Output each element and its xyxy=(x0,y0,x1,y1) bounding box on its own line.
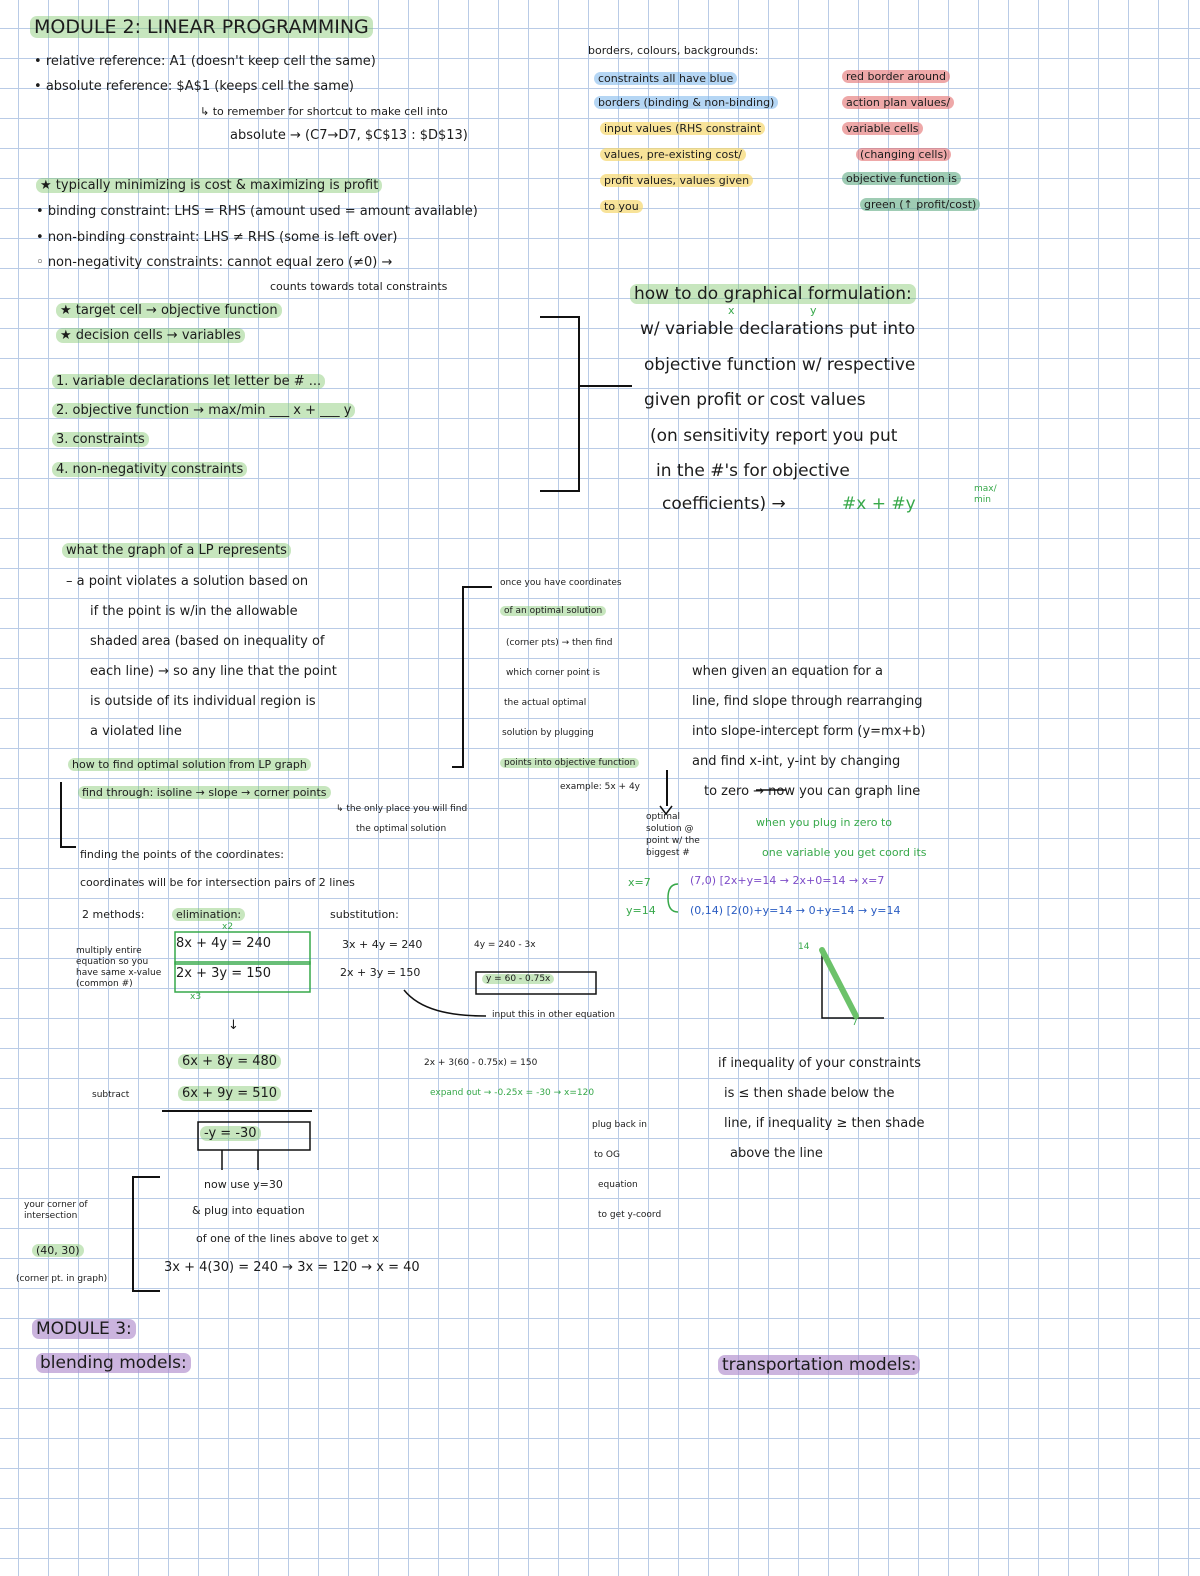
mini-graph-line xyxy=(822,950,856,1016)
optimal-solution-heading: how to find optimal solution from LP graph xyxy=(68,758,311,772)
step-4: 4. non-negativity constraints xyxy=(52,462,247,478)
corner-pt-note: (corner pt. in graph) xyxy=(16,1274,108,1284)
mini-graph-y-label: 14 xyxy=(798,942,810,952)
of-one-of: of one of the lines above to get x xyxy=(196,1232,379,1245)
optimal-note-5: the actual optimal xyxy=(504,698,587,708)
elim-result: -y = -30 xyxy=(200,1126,261,1142)
optimal-note-6: solution by plugging xyxy=(502,728,594,738)
red-line-2: action plan values/ xyxy=(842,96,954,110)
down-arrow: ↓ xyxy=(228,1018,239,1033)
subst-eq-4: y = 60 - 0.75x xyxy=(482,974,554,985)
module2-title: MODULE 2: LINEAR PROGRAMMING xyxy=(30,14,373,40)
step-2: 2. objective function → max/min ___ x + ___ y xyxy=(52,403,355,419)
max-min-note: max/ min xyxy=(974,484,997,505)
shading-line-1: if inequality of your constraints xyxy=(718,1056,922,1071)
yellow-line-3: profit values, values given xyxy=(600,174,753,188)
objective-formula: #x + #y xyxy=(842,494,916,514)
red-line-1: red border around xyxy=(842,70,950,84)
graphical-line-4: (on sensitivity report you put xyxy=(650,426,898,446)
remember-note: ↳ to remember for shortcut to make cell into xyxy=(200,105,448,118)
x-intercept-work: (7,0) [2x+y=14 → 2x+0=14 → x=7 xyxy=(690,874,885,887)
optimal-box-2: solution @ xyxy=(646,824,694,834)
subst-arrow xyxy=(404,990,486,1016)
graphical-title: how to do graphical formulation: xyxy=(630,283,916,305)
red-line-3: variable cells xyxy=(842,122,923,136)
graph-section-title: what the graph of a LP represents xyxy=(62,543,291,559)
y-eq: y=14 xyxy=(626,904,656,917)
elim-box-1 xyxy=(175,932,310,964)
optimal-box-4: biggest # xyxy=(646,848,690,858)
binding-constraint: • binding constraint: LHS = RHS (amount used = amount available) xyxy=(36,204,478,219)
slope-line-3: into slope-intercept form (y=mx+b) xyxy=(692,724,926,739)
graphical-line-6: coefficients) → xyxy=(662,494,786,514)
arrow-head xyxy=(660,806,672,814)
elim-eq-3: 6x + 8y = 480 xyxy=(178,1054,281,1070)
typically-note: ★ typically minimizing is cost & maximizing is profit xyxy=(36,178,382,194)
x-annotation: x xyxy=(728,304,735,317)
final-solve: 3x + 4(30) = 240 → 3x = 120 → x = 40 xyxy=(164,1260,420,1275)
y-intercept-work: (0,14) [2(0)+y=14 → 0+y=14 → y=14 xyxy=(690,904,901,917)
decision-cells-note: ★ decision cells → variables xyxy=(56,328,245,344)
finding-sub: coordinates will be for intersection pairs of 2 lines xyxy=(80,876,355,889)
graphical-line-5: in the #'s for objective xyxy=(656,461,850,481)
blue-line-1: constraints all have blue xyxy=(594,72,737,86)
optimal-note-2: of an optimal solution xyxy=(500,606,606,617)
shading-line-3: line, if inequality ≥ then shade xyxy=(724,1116,925,1131)
optimal-note-4: which corner point is xyxy=(506,668,600,678)
step-3: 3. constraints xyxy=(52,432,149,448)
subst-eq-5: 2x + 3(60 - 0.75x) = 150 xyxy=(424,1058,538,1068)
yellow-line-2: values, pre-existing cost/ xyxy=(600,148,746,162)
nonnegativity-constraint: ◦ non-negativity constraints: cannot equal zero (≠0) → xyxy=(36,255,393,270)
y-annotation: y xyxy=(810,304,817,317)
subst-note: input this in other equation xyxy=(492,1010,615,1020)
blue-line-2: borders (binding & non-binding) xyxy=(594,96,778,110)
yellow-line-4: to you xyxy=(600,200,643,214)
x-eq: x=7 xyxy=(628,876,651,889)
multiplier-1: x2 xyxy=(222,922,234,932)
graphical-line-3: given profit or cost values xyxy=(644,390,866,410)
graph-line-4: each line) → so any line that the point xyxy=(90,664,337,679)
subst-plug-2: to OG xyxy=(594,1150,620,1160)
teal-line-1: objective function is xyxy=(842,172,961,186)
shading-line-4: above the line xyxy=(730,1146,823,1161)
optimal-note-3: (corner pts) → then find xyxy=(506,638,613,648)
shading-line-2: is ≤ then shade below the xyxy=(724,1086,895,1101)
graph-line-5: is outside of its individual region is xyxy=(90,694,316,709)
only-place-note-2: the optimal solution xyxy=(356,824,447,834)
optimal-box-1: optimal xyxy=(646,812,681,822)
red-line-4: (changing cells) xyxy=(856,148,951,162)
elim-eq-4: 6x + 9y = 510 xyxy=(178,1086,281,1102)
formatting-header: borders, colours, backgrounds: xyxy=(588,44,759,57)
find-through-note: find through: isoline → slope → corner points xyxy=(78,786,331,800)
slope-line-4: and find x-int, y-int by changing xyxy=(692,754,901,769)
finding-title: finding the points of the coordinates: xyxy=(80,848,284,861)
blending-models: blending models: xyxy=(36,1352,191,1374)
module3-title: MODULE 3: xyxy=(32,1318,136,1340)
subst-eq-2: 2x + 3y = 150 xyxy=(340,966,421,979)
result-ticks xyxy=(222,1150,258,1170)
multiply-note: multiply entire equation so you have same x-value (common #) xyxy=(76,946,162,989)
optimal-note-1: once you have coordinates xyxy=(500,578,622,588)
mini-graph-x-label: 7 xyxy=(852,1018,858,1028)
subst-plug-4: to get y-coord xyxy=(598,1210,662,1220)
subst-eq-3: 4y = 240 - 3x xyxy=(474,940,536,950)
brace-green xyxy=(668,884,678,912)
bullet-absolute: • absolute reference: $A$1 (keeps cell the same) xyxy=(34,79,354,94)
elim-eq-2: 2x + 3y = 150 xyxy=(176,966,272,981)
graph-line-6: a violated line xyxy=(90,724,182,739)
graph-line-1: – a point violates a solution based on xyxy=(66,574,309,589)
counts-note: counts towards total constraints xyxy=(270,280,448,293)
graphical-line-2: objective function w/ respective xyxy=(644,355,916,375)
multiplier-2: x3 xyxy=(190,992,202,1002)
slope-line-5: to zero → now you can graph line xyxy=(704,784,921,799)
methods-label: 2 methods: xyxy=(82,908,145,921)
yellow-line-1: input values (RHS constraint xyxy=(600,122,765,136)
bullet-relative: • relative reference: A1 (doesn't keep cell the same) xyxy=(34,54,376,69)
elim-eq-1: 8x + 4y = 240 xyxy=(176,936,272,951)
graphical-line-1: w/ variable declarations put into xyxy=(640,319,916,339)
optimal-box-3: point w/ the xyxy=(646,836,700,846)
slope-line-2: line, find slope through rearranging xyxy=(692,694,923,709)
now-use-y: now use y=30 xyxy=(204,1178,283,1191)
corner-label: your corner of intersection xyxy=(24,1200,88,1221)
optimal-note-8: example: 5x + 4y xyxy=(560,782,640,792)
optimal-note-7: points into objective function xyxy=(500,758,639,769)
transportation-models: transportation models: xyxy=(718,1354,920,1376)
slope-green-1: when you plug in zero to xyxy=(756,816,893,829)
slope-green-2: one variable you get coord its xyxy=(762,846,927,859)
graph-line-2: if the point is w/in the allowable xyxy=(90,604,298,619)
nonbinding-constraint: • non-binding constraint: LHS ≠ RHS (some is left over) xyxy=(36,230,398,245)
subst-box xyxy=(476,972,596,994)
only-place-note: ↳ the only place you will find xyxy=(336,804,468,814)
step-1: 1. variable declarations let letter be # ... xyxy=(52,374,325,390)
target-cell-note: ★ target cell → objective function xyxy=(56,303,282,319)
teal-line-2: green (↑ profit/cost) xyxy=(860,198,980,212)
absolute-note: absolute → (C7→D7, $C$13 : $D$13) xyxy=(230,128,468,143)
slope-line-1: when given an equation for a xyxy=(692,664,883,679)
subst-plug-1: plug back in xyxy=(592,1120,647,1130)
subst-eq-6: expand out → -0.25x = -30 → x=120 xyxy=(430,1088,595,1098)
elim-box-2 xyxy=(175,962,310,992)
elimination-label: elimination: xyxy=(172,908,245,922)
plug-into: & plug into equation xyxy=(192,1204,305,1217)
subst-eq-1: 3x + 4y = 240 xyxy=(342,938,423,951)
substitution-label: substitution: xyxy=(330,908,399,921)
corner-point: (40, 30) xyxy=(32,1244,84,1258)
subtract-label: subtract xyxy=(92,1090,130,1100)
graph-line-3: shaded area (based on inequality of xyxy=(90,634,325,649)
elim-result-box xyxy=(198,1122,310,1150)
subst-plug-3: equation xyxy=(598,1180,638,1190)
